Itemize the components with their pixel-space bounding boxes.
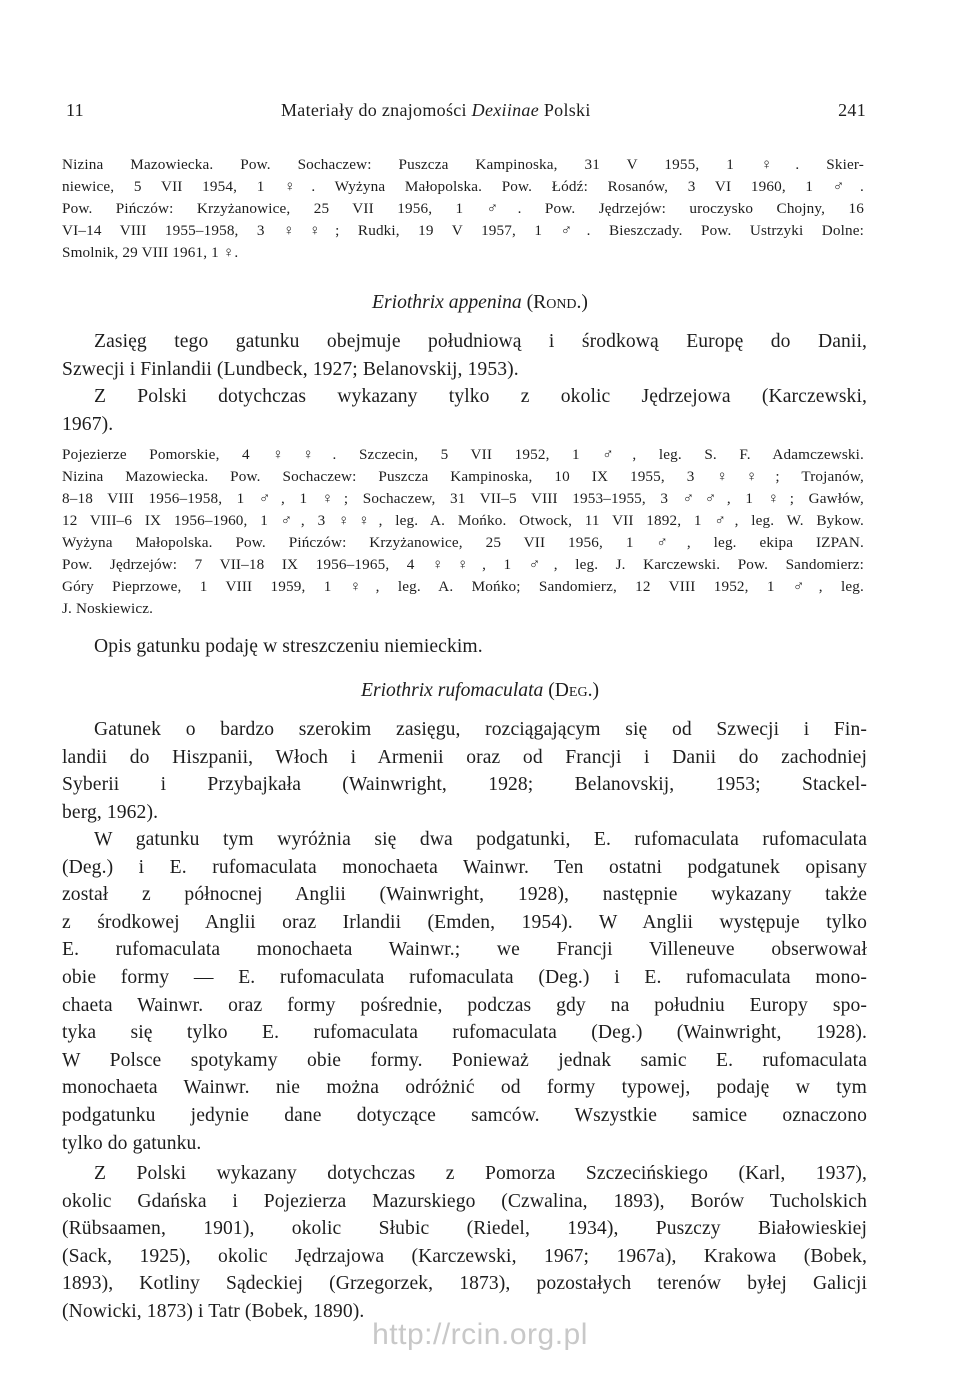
- text-line: (Nowicki, 1873) i Tatr (Bobek, 1890).: [62, 1300, 365, 1322]
- text-line: (Rübsaamen, 1901), okolic Słubic (Riedel, 1934), Puszczy Białowieskiej: [62, 1218, 867, 1240]
- text-line: obie formy — E. rufomaculata rufomaculata (Deg.) i E. rufomaculata mono-: [62, 966, 867, 988]
- text-line: Szwecji i Finlandii (Lundbeck, 1927; Belanovskij, 1953).: [62, 358, 519, 380]
- text-line: landii do Hiszpanii, Włoch i Armenii oraz od Francji i Danii do zachodniej: [62, 746, 867, 768]
- locality-records-2: [62, 444, 864, 620]
- text-line: 12 VIII–6 IX 1956–1960, 1 ♂, 3 ♀♀, leg. A. Mońko. Otwock, 11 VII 1892, 1 ♂, leg. W. Bykow.: [62, 512, 864, 529]
- text-line: 1893), Kotliny Sądeckiej (Grzegorzek, 1873), pozostałych terenów byłej Galicji: [62, 1273, 867, 1295]
- locality-records-1: [62, 154, 864, 264]
- paragraph-poland-records: [62, 1160, 867, 1326]
- species-heading-appenina: Eriothrix appenina (Rond.): [372, 292, 588, 313]
- text-line: Nizina Mazowiecka. Pow. Sochaczew: Puszcza Kampinoska, 31 V 1955, 1 ♀. Skier-: [62, 156, 864, 173]
- text-line: niewice, 5 VII 1954, 1 ♀. Wyżyna Małopolska. Pow. Łódź: Rosanów, 3 VI 1960, 1 ♂.: [62, 178, 864, 195]
- text-line: W gatunku tym wyróżnia się dwa podgatunki, E. rufomaculata rufomaculata: [94, 829, 867, 850]
- text-line: Syberii i Przybajkała (Wainwright, 1928; Belanovskij, 1953; Stackel-: [62, 774, 867, 796]
- text-line: E. rufomaculata monochaeta Wainwr.; we Francji Villeneuve obserwował: [62, 939, 867, 961]
- text-line: Góry Pieprzowe, 1 VIII 1959, 1 ♀, leg. A. Mońko; Sandomierz, 12 VIII 1952, 1 ♂, leg.: [62, 578, 864, 595]
- issue-number: 11: [66, 100, 84, 120]
- text-line: Pow. Jędrzejów: 7 VII–18 IX 1956–1965, 4 ♀♀, 1 ♂, leg. J. Karczewski. Pow. Sandomierz:: [62, 556, 864, 573]
- text-line: z środkowej Anglii oraz Irlandii (Emden, 1954). W Anglii występuje tylko: [62, 911, 867, 933]
- text-line: Wyżyna Małopolska. Pow. Pińczów: Krzyżanowice, 25 VII 1956, 1 ♂, leg. ekipa IZPAN.: [62, 534, 864, 551]
- watermark-url: http://rcin.org.pl: [372, 1318, 588, 1351]
- text-line: podgatunku jedynie dane dotyczące samców. Wszystkie samice oznaczono: [62, 1104, 867, 1126]
- text-line: Opis gatunku podaję w streszczeniu niemieckim.: [94, 636, 483, 657]
- text-line: J. Noskiewicz.: [62, 600, 154, 617]
- running-header: [66, 100, 866, 130]
- species-heading-rufomaculata: Eriothrix rufomaculata (Deg.): [361, 680, 599, 701]
- text-line: VI–14 VIII 1955–1958, 3 ♀♀; Rudki, 19 V 1957, 1 ♂. Bieszczady. Pow. Ustrzyki Dolne:: [62, 222, 864, 239]
- page-number: 241: [838, 100, 866, 120]
- text-line: Gatunek o bardzo szerokim zasięgu, rozciągającym się od Szwecji i Fin-: [94, 719, 867, 740]
- paragraph-distribution-appenina: [62, 328, 867, 438]
- text-line: 1967).: [62, 413, 114, 435]
- text-line: okolic Gdańska i Pojezierza Mazurskiego (Czwalina, 1893), Borów Tucholskich: [62, 1190, 867, 1212]
- text-line: (Sack, 1925), okolic Jędrzajowa (Karczewski, 1967; 1967a), Krakowa (Bobek,: [62, 1245, 867, 1267]
- text-line: Smolnik, 29 VIII 1961, 1 ♀.: [62, 244, 239, 261]
- text-line: W Polsce spotykamy obie formy. Ponieważ jednak samic E. rufomaculata: [62, 1049, 867, 1071]
- text-line: berg, 1962).: [62, 801, 159, 823]
- note-german-summary: [62, 633, 867, 661]
- text-line: Pojezierze Pomorskie, 4 ♀♀. Szczecin, 5 VII 1952, 1 ♂, leg. S. F. Adamczewski.: [62, 446, 864, 463]
- text-line: chaeta Wainwr. oraz formy pośrednie, podczas gdy na południu Europy spo-: [62, 994, 867, 1016]
- paragraph-range-rufomaculata: [62, 716, 867, 826]
- text-line: Pow. Pińczów: Krzyżanowice, 25 VII 1956, 1 ♂. Pow. Jędrzejów: uroczysko Chojny, 16: [62, 200, 864, 217]
- text-line: Zasięg tego gatunku obejmuje południową i środkową Europę do Danii,: [94, 331, 867, 352]
- text-line: 8–18 VIII 1956–1958, 1 ♂, 1 ♀; Sochaczew, 31 VII–5 VIII 1953–1955, 3 ♂♂, 1 ♀; Gawłów,: [62, 490, 864, 507]
- text-line: monochaeta Wainwr. nie można odróżnić od formy typowej, podaję w tym: [62, 1077, 867, 1099]
- running-title: Materiały do znajomości Dexiinae Polski: [281, 100, 591, 120]
- text-line: tyka się tylko E. rufomaculata rufomaculata (Deg.) (Wainwright, 1928).: [62, 1022, 867, 1044]
- text-line: (Deg.) i E. rufomaculata monochaeta Wainwr. Ten ostatni podgatunek opisany: [62, 856, 867, 878]
- text-line: Nizina Mazowiecka. Pow. Sochaczew: Puszcza Kampinoska, 10 IX 1955, 3 ♀♀; Trojanów,: [62, 468, 864, 485]
- text-line: Z Polski dotychczas wykazany tylko z okolic Jędrzejowa (Karczewski,: [94, 386, 867, 408]
- text-line: tylko do gatunku.: [62, 1132, 202, 1154]
- paragraph-subspecies: [62, 826, 867, 1157]
- text-line: został z północnej Anglii (Wainwright, 1928), następnie wykazany także: [62, 884, 867, 906]
- text-line: Z Polski wykazany dotychczas z Pomorza Szczecińskiego (Karl, 1937),: [94, 1163, 867, 1184]
